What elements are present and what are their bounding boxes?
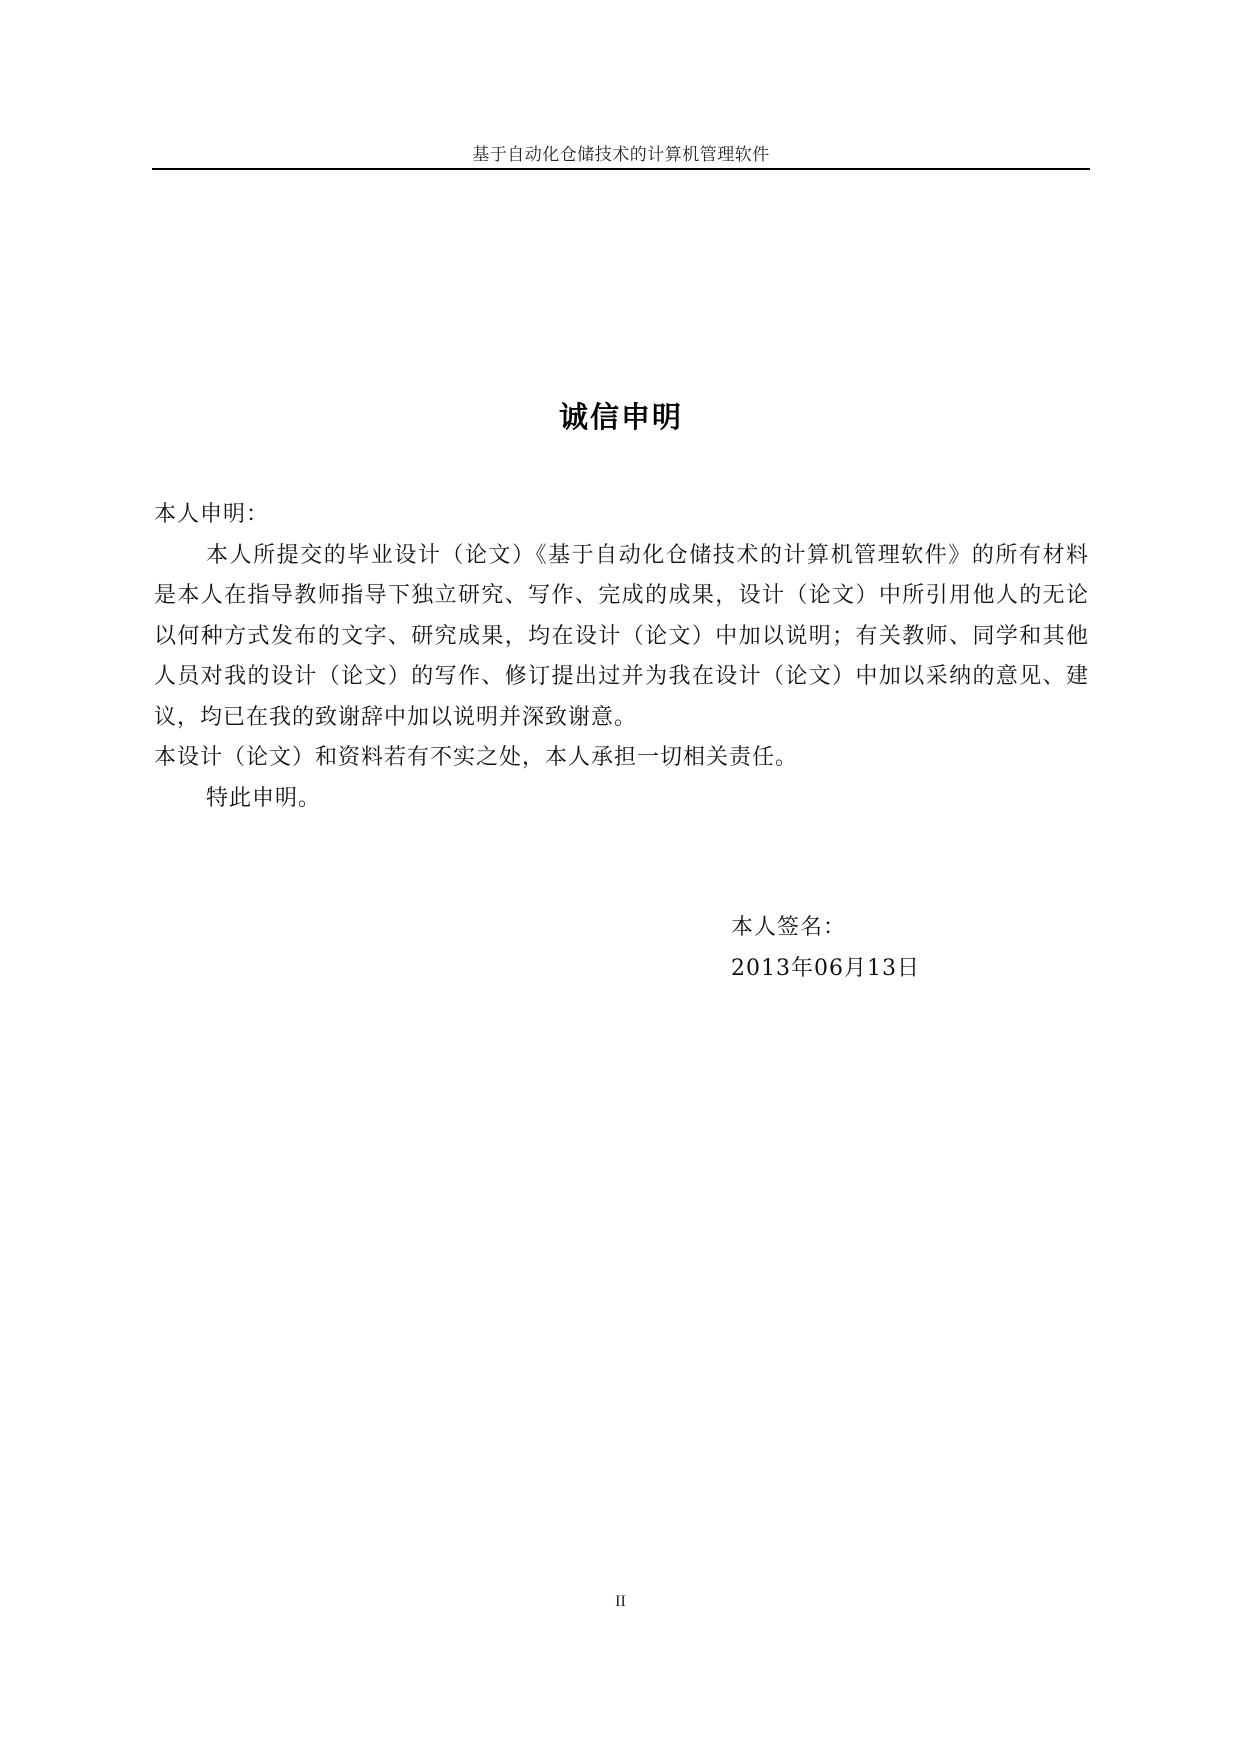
opening-line: 本人申明：: [154, 502, 270, 527]
running-header: 基于自动化仓储技术的计算机管理软件: [472, 145, 770, 165]
declaration-body: [154, 495, 1089, 819]
responsibility-paragraph: 本设计（论文）和资料若有不实之处，本人承担一切相关责任。: [154, 745, 799, 770]
page-title: 诚信申明: [558, 400, 683, 434]
closing-line: 特此申明。: [206, 785, 322, 811]
header-rule: [152, 168, 1090, 170]
main-paragraph: 本人所提交的毕业设计（论文）《基于自动化仓储技术的计算机管理软件》的所有材料是本人在指导教师指导下独立研究、写作、完成的成果，设计（论文）中所引用他人的无论以何种方式发布的文字、研究成果，均在设计（论文）中加以说明；有关教师、同学和其他人员对我的设计（论文）的写作、修订提出过并为我在设计（论文）中加以采纳的意见、建议，均已在我的致谢辞中加以说明并深致谢意。: [154, 542, 1089, 730]
page-number: II: [615, 1593, 626, 1610]
signature-block: [731, 908, 1071, 989]
signature-label: 本人签名：: [731, 915, 847, 940]
signature-date: 2013年06月13日: [731, 955, 920, 981]
